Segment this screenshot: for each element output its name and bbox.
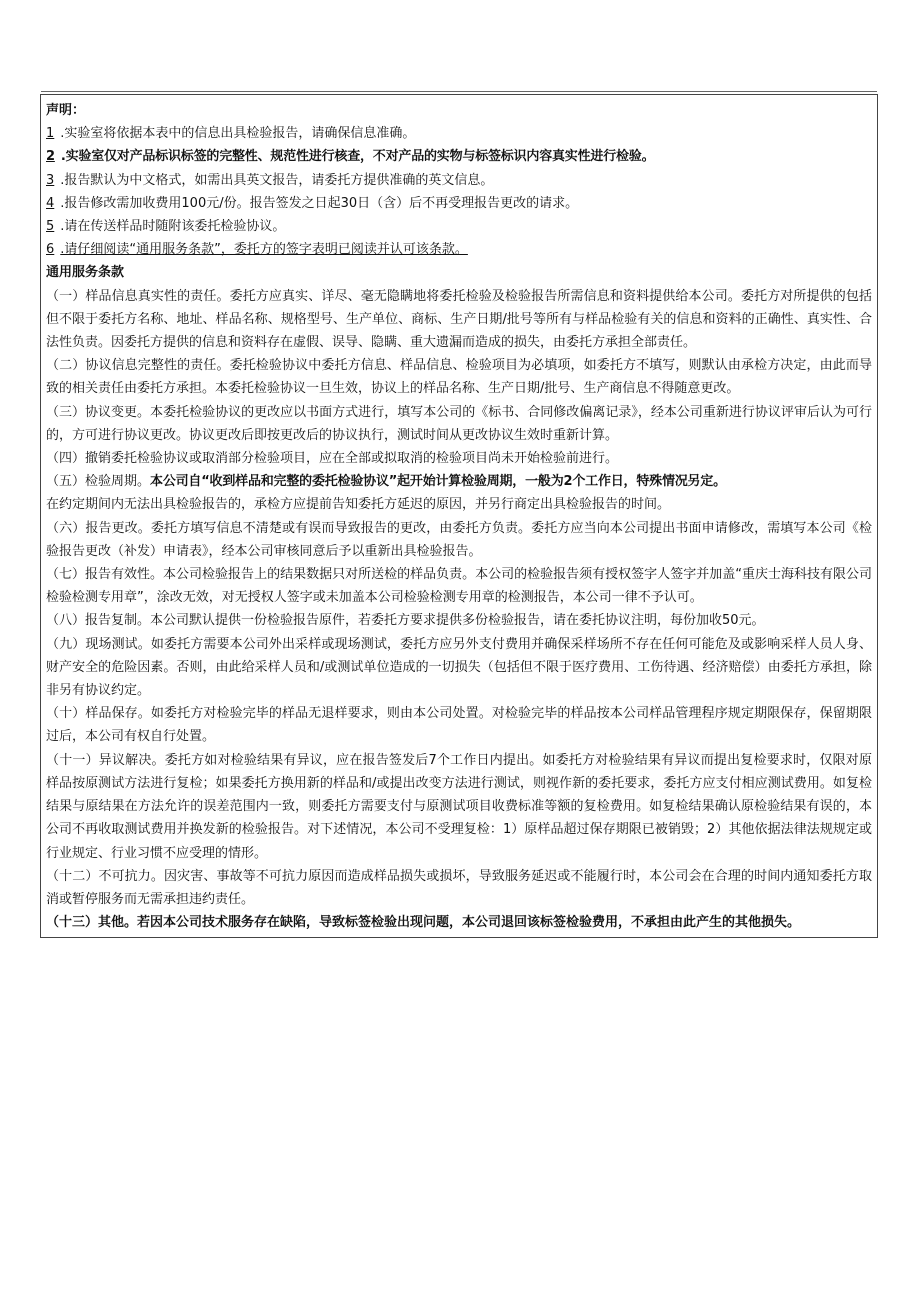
- clause-5: [46, 470, 872, 516]
- clause-7: （七）报告有效性。本公司检验报告上的结果数据只对所送检的样品负责。本公司的检验报告须有授权签字人签字并加盖“重庆士海科技有限公司检验检测专用章”，涂改无效，对无授权人签字或未加盖本公司检验检测专用章的检测报告，本公司一律不予认可。: [46, 567, 872, 606]
- declaration-title: 声明：: [46, 103, 86, 118]
- item-number: 3: [46, 172, 55, 188]
- item-text: .报告修改需加收费用100元/份。报告签发之日起30日（含）后不再受理报告更改的请求。: [60, 195, 579, 211]
- item-number: 6: [46, 242, 55, 258]
- clause-4: （四）撤销委托检验协议或取消部分检验项目，应在全部或拟取消的检验项目尚未开始检验前进行。: [46, 451, 619, 467]
- item-text: .请在传送样品时随附该委托检验协议。: [60, 219, 286, 235]
- clause-9: （九）现场测试。如委托方需要本公司外出采样或现场测试，委托方应另外支付费用并确保采样场所不存在任何可能危及或影响采样人员人身、财产安全的危险因素。否则，由此给采样人员和/或测试单位造成的一切损失（包括但不限于医疗费用、工伤待遇、经济赔偿）由委托方承担，除非另有协议约定。: [46, 636, 872, 699]
- clause-5-rest: 在约定期间内无法出具检验报告的，承检方应提前告知委托方延迟的原因，并另行商定出具检验报告的时间。: [46, 497, 671, 513]
- clause-2: （二）协议信息完整性的责任。委托检验协议中委托方信息、样品信息、检验项目为必填项，如委托方不填写，则默认由承检方决定，由此而导致的相关责任由委托方承担。本委托检验协议一旦生效，协议上的样品名称、生产日期/批号、生产商信息不得随意更改。: [46, 358, 872, 397]
- clause-10: （十）样品保存。如委托方对检验完毕的样品无退样要求，则由本公司处置。对检验完毕的样品按本公司样品管理程序规定期限保存，保留期限过后，本公司有权自行处置。: [46, 706, 872, 745]
- clause-3: （三）协议变更。本委托检验协议的更改应以书面方式进行，填写本公司的《标书、合同修改偏离记录》，经本公司重新进行协议评审后认为可行的，方可进行协议更改。协议更改后即按更改后的协议执行，测试时间从更改协议生效时重新计算。: [46, 404, 872, 443]
- item-text: .实验室将依据本表中的信息出具检验报告，请确保信息准确。: [60, 126, 416, 142]
- clause-12: （十二）不可抗力。因灾害、事故等不可抗力原因而造成样品损失或损坏，导致服务延迟或不能履行时，本公司会在合理的时间内通知委托方取消或暂停服务而无需承担违约责任。: [46, 868, 872, 907]
- declaration-item-3: [46, 169, 872, 192]
- item-text: .实验室仅对产品标识标签的完整性、规范性进行核查，不对产品的实物与标签标识内容真实性进行检验。: [60, 149, 655, 165]
- terms-title: 通用服务条款: [46, 265, 125, 281]
- terms-document: [40, 94, 878, 938]
- item-text: .报告默认为中文格式，如需出具英文报告，请委托方提供准确的英文信息。: [60, 172, 494, 188]
- clause-13: （十三）其他。若因本公司技术服务存在缺陷，导致标签检验出现问题，本公司退回该标签检验费用，不承担由此产生的其他损失。: [46, 915, 801, 931]
- item-text: .请仔细阅读“通用服务条款”，委托方的签字表明已阅读并认可该条款。: [60, 242, 468, 258]
- declaration-item-6: [46, 238, 872, 261]
- clause-8: （八）报告复制。本公司默认提供一份检验报告原件，若委托方要求提供多份检验报告，请在委托协议注明，每份加收50元。: [46, 613, 765, 629]
- clause-5-bold: 本公司自“收到样品和完整的委托检验协议”起开始计算检验周期，一般为2个工作日，特殊情况另定。: [150, 474, 726, 490]
- declaration-item-1: [46, 122, 872, 145]
- clause-11: （十一）异议解决。委托方如对检验结果有异议，应在报告签发后7个工作日内提出。如委托方对检验结果有异议而提出复检要求时，仅限对原样品按原测试方法进行复检；如果委托方换用新的样品和/或提出改变方法进行测试，则视作新的委托要求，委托方应支付相应测试费用。如复检结果与原结果在方法允许的误差范围内一致，则委托方需要支付与原测试项目收费标准等额的复检费用。如复检结果确认原检验结果有误的，本公司不再收取测试费用并换发新的检验报告。对下述情况，本公司不受理复检：1）原样品超过保存期限已被销毁；2）其他依据法律法规规定或行业规定、行业习惯不应受理的情形。: [46, 752, 872, 861]
- item-number: 4: [46, 195, 55, 211]
- item-number: 1: [46, 126, 55, 142]
- item-number: 2: [46, 149, 55, 165]
- declaration-item-2: [46, 145, 872, 168]
- declaration-item-5: [46, 215, 872, 238]
- item-number: 5: [46, 219, 55, 235]
- declaration-item-4: [46, 192, 872, 215]
- clause-1: （一）样品信息真实性的责任。委托方应真实、详尽、毫无隐瞒地将委托检验及检验报告所需信息和资料提供给本公司。委托方对所提供的包括但不限于委托方名称、地址、样品名称、规格型号、生产单位、商标、生产日期/批号等所有与样品检验有关的信息和资料的正确性、真实性、合法性负责。因委托方提供的信息和资料存在虚假、误导、隐瞒、重大遗漏而造成的损失，由委托方承担全部责任。: [46, 288, 872, 351]
- clause-6: （六）报告更改。委托方填写信息不清楚或有误而导致报告的更改，由委托方负责。委托方应当向本公司提出书面申请修改，需填写本公司《检验报告更改（补发）申请表》，经本公司审核同意后予以重新出具检验报告。: [46, 520, 872, 559]
- clause-5-heading: （五）检验周期。: [46, 474, 151, 490]
